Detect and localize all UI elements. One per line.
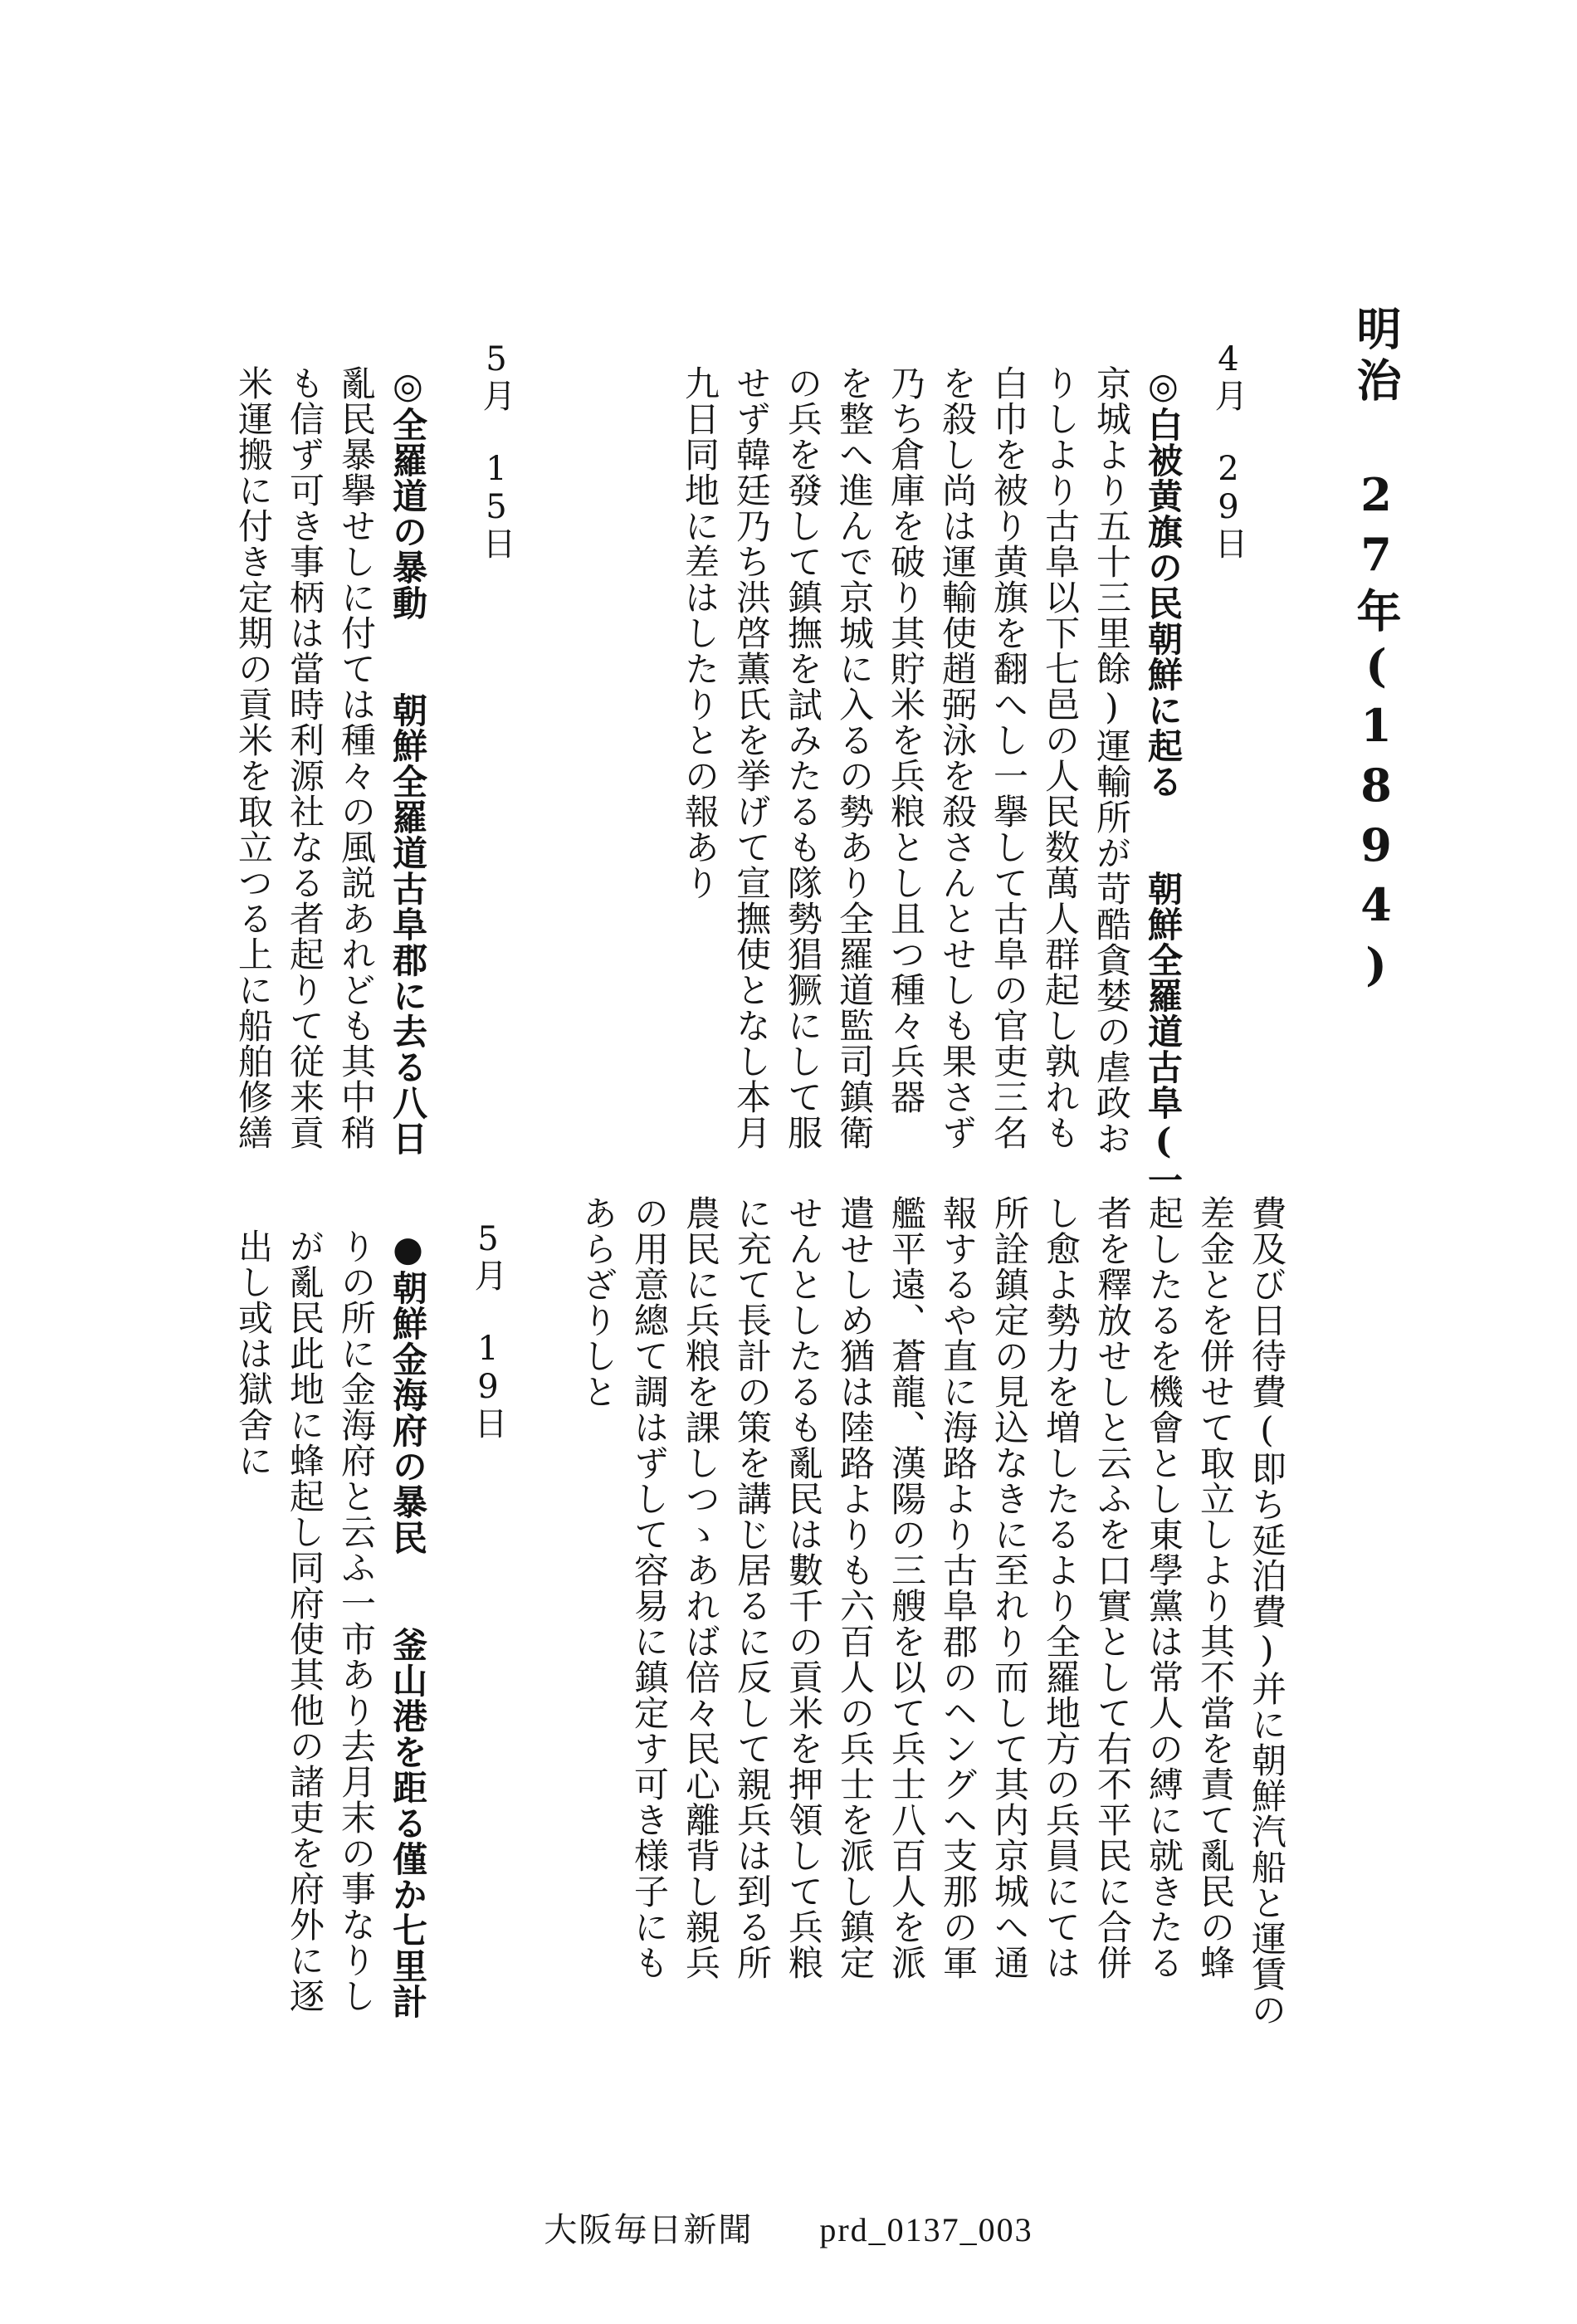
article-line: 遣せしめ猶は陸路よりも六百人の兵士を派し鎮定: [835, 1195, 876, 1980]
article-line: も信ず可き事柄は當時利源社なる者起りて従来貢: [285, 365, 325, 1150]
article-line: 報するや直に海路より古阜郡のヘングへ支那の軍: [938, 1195, 979, 1980]
article-line: が亂民此地に蜂起し同府使其他の諸吏を府外に逐: [285, 1228, 325, 2014]
article-line: 者を釋放せしと云ふを口實として右不平民に合併: [1092, 1195, 1133, 1980]
article-line: 艦平遠、蒼龍、漢陽の三艘を以て兵士八百人を派: [886, 1195, 927, 1980]
article-line: せず韓廷乃ち洪啓薫氏を挙げて宣撫使となし本月: [731, 365, 772, 1150]
page-id: prd_0137_003: [819, 2211, 1033, 2248]
article-line: 所詮鎮定の見込なきに至れり而して其内京城へ通: [989, 1195, 1030, 1980]
article-line: し愈よ勢力を増したるより全羅地方の兵員にては: [1041, 1195, 1081, 1980]
era-header: 明治 27年(1894): [1350, 305, 1403, 998]
article-line: 亂民暴擧せしに付ては種々の風説あれども其中稍: [336, 365, 377, 1150]
article-line: 京城より五十三里餘)運輸所が苛酷貪婪の虐政お: [1091, 365, 1132, 1156]
article-line: を整へ進んで京城に入るの勢あり全羅道監司鎮衛: [834, 365, 875, 1150]
article-date: 5月 15日: [477, 340, 515, 559]
article-line: 白巾を被り黄旗を翻へし一擧して古阜の官吏三名: [989, 365, 1029, 1150]
article-line: ◎全羅道の暴動 朝鮮全羅道古阜郡に去る八日: [388, 365, 428, 1156]
article-line: 費及び日待費(即ち延泊費)并に朝鮮汽船と運賃の: [1247, 1195, 1287, 2028]
article-line: 米運搬に付き定期の貢米を取立つる上に船舶修繕: [233, 365, 274, 1150]
article-line: 九日同地に差はしたりとの報あり: [680, 365, 720, 901]
article-date: 5月 19日: [469, 1220, 507, 1439]
article-line: せんとしたるも亂民は數千の貢米を押領して兵粮: [784, 1195, 824, 1980]
newspaper-name: 大阪毎日新聞: [544, 2211, 754, 2249]
article-date: 4月 29日: [1209, 340, 1247, 559]
footer: [0, 2204, 1577, 2251]
article-line: の用意總て調はずして容易に鎮定す可き様子にも: [629, 1195, 670, 1980]
article-line: 起したるを機會とし東學黨は常人の縛に就きたる: [1144, 1195, 1184, 1980]
article-line: あらざりしと: [578, 1195, 618, 1409]
article-line: の兵を發して鎮撫を試みたるも隊勢猖獗にして服: [783, 365, 823, 1150]
article-line: に充て長計の策を講じ居るに反して親兵は到る所: [732, 1195, 773, 1980]
article-line: 出し或は獄舍に: [233, 1228, 274, 1478]
article-line: ◎白被黄旗の民朝鮮に起る 朝鮮全羅道古阜(一: [1143, 365, 1184, 1198]
article-line: りしより古阜以下七邑の人民数萬人群起し孰れも: [1040, 365, 1081, 1150]
article-line: 乃ち倉庫を破り其貯米を兵粮とし且つ種々兵器: [886, 365, 926, 1115]
article-line: りの所に金海府と云ふ一市あり去月末の事なりし: [336, 1228, 377, 2014]
article-line: を殺し尚は運輸使趙弼泳を殺さんとせしも果さず: [937, 365, 978, 1150]
article-line: 差金とを併せて取立しより其不當を責て亂民の蜂: [1195, 1195, 1236, 1980]
article-line: 農民に兵粮を課しつゝあれば倍々民心離背し親兵: [681, 1195, 721, 1980]
article-line: ●朝鮮金海府の暴民 釜山港を距る僅か七里計: [388, 1228, 428, 2019]
